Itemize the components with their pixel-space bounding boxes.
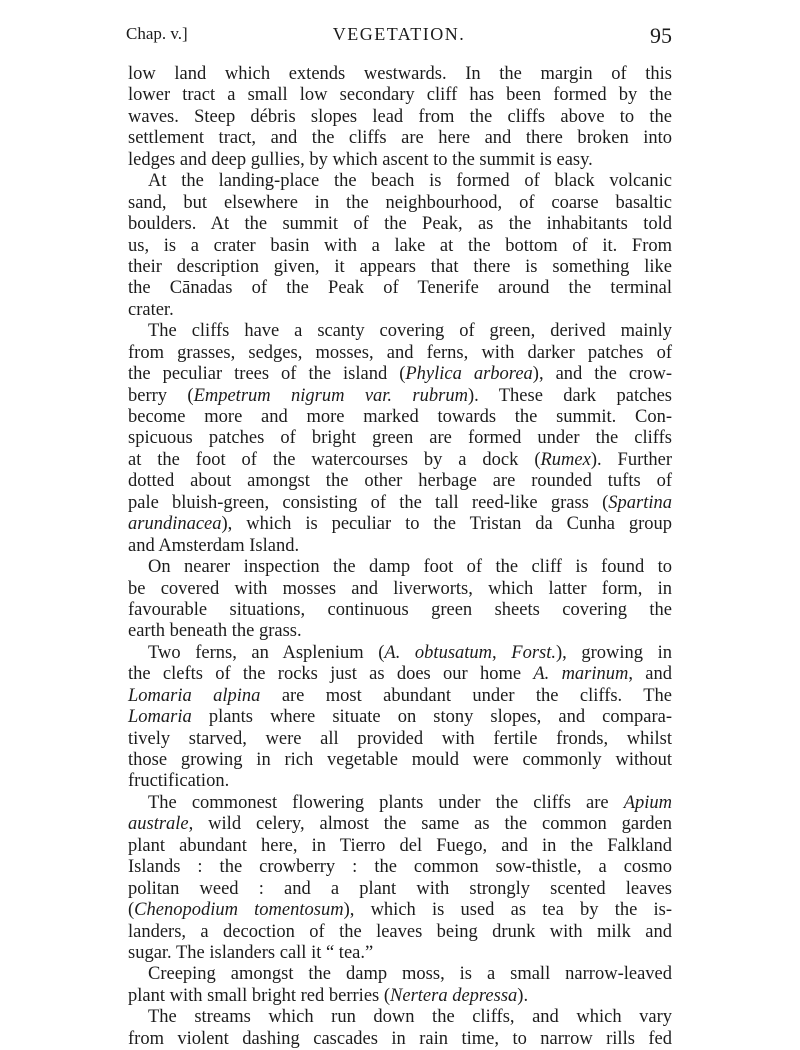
text-line: waves. Steep débris slopes lead from the cliffs above to the (128, 106, 672, 127)
text-line (128, 643, 672, 664)
text-line: become more and more marked towards the summit. Con- (128, 407, 672, 427)
text-line (128, 900, 672, 921)
text-line: Creeping amongst the damp moss, is a small narrow-leaved (148, 964, 672, 985)
text-line (128, 514, 672, 535)
text-segment: plant with small bright red berries ( (128, 985, 391, 1006)
italic-term: Apium (623, 792, 672, 813)
italic-term: Spartina (608, 492, 672, 513)
italic-term: Chenopodium tomentosum (134, 900, 344, 921)
text-segment: pale bluish-green, consisting of the tall reed-like grass ( (128, 492, 609, 513)
text-line (128, 814, 672, 835)
text-line (128, 450, 672, 471)
text-line (128, 364, 672, 385)
text-line: The cliffs have a scanty covering of green, derived mainly (148, 321, 672, 342)
running-title: VEGETATION. (332, 24, 466, 44)
italic-term: Lomaria alpina (128, 685, 261, 706)
text-line: those growing in rich vegetable mould were commonly without (128, 750, 672, 770)
text-segment: , and (628, 664, 672, 685)
text-line: landers, a decoction of the leaves being drunk with milk and (128, 921, 672, 942)
text-line: sand, but elsewhere in the neighbourhood, of coarse basaltic (128, 192, 672, 213)
text-segment: ( (128, 900, 135, 921)
text-segment: ), which is peculiar to the Tristan da Cunha group (221, 514, 672, 535)
text-segment: ), growing in (555, 642, 673, 663)
text-segment: Two ferns, an Asplenium ( (148, 642, 385, 663)
text-segment: plants where situate on stony slopes, and compara- (191, 707, 672, 728)
text-segment: at the foot of the watercourses by a dock ( (128, 449, 541, 470)
text-line: from violent dashing cascades in rain time, to narrow rills fed (128, 1028, 672, 1049)
text-line: settlement tract, and the cliffs are here and there broken into (128, 128, 672, 149)
text-line: dotted about amongst the other herbage are rounded tufts of (128, 471, 672, 492)
text-segment: are most abundant under the cliffs. The (260, 685, 672, 706)
running-header (126, 18, 672, 48)
text-segment: berry ( (128, 385, 194, 406)
text-segment: ). Further (590, 449, 672, 470)
text-segment: , (492, 642, 512, 663)
text-line (128, 686, 672, 707)
text-line: low land which extends westwards. In the margin of this (128, 64, 672, 84)
text-line: crater. (128, 299, 174, 320)
text-line (128, 386, 672, 407)
text-line: fructification. (128, 771, 230, 792)
text-line: tively starved, were all provided with fertile fronds, whilst (128, 728, 672, 749)
text-line: politan weed : and a plant with strongly scented leaves (128, 878, 672, 899)
text-line: be covered with mosses and liverworts, which latter form, in (128, 578, 672, 599)
text-segment: ), and the crow- (532, 364, 672, 385)
text-line: earth beneath the grass. (128, 621, 302, 642)
chapter-label: Chap. v.] (126, 24, 188, 43)
text-line: plant abundant here, in Tierro del Fuego, and in the Falkland (128, 835, 672, 856)
text-line: the Cānadas of the Peak of Tenerife around the terminal (128, 278, 672, 299)
italic-term: Nertera depressa (390, 985, 518, 1006)
body-text (128, 64, 672, 1050)
text-line (128, 707, 672, 728)
text-line: At the landing-place the beach is formed of black volcanic (148, 171, 672, 192)
italic-term: A. marinum (533, 664, 629, 685)
italic-term: A. obtusatum (384, 642, 493, 663)
text-line: and Amsterdam Island. (128, 535, 300, 556)
text-line: their description given, it appears that there is something like (128, 256, 672, 277)
text-line (128, 793, 672, 814)
italic-term: australe (128, 814, 189, 835)
text-segment: ). (517, 985, 529, 1006)
text-segment: the peculiar trees of the island ( (128, 364, 406, 385)
text-line: us, is a crater basin with a lake at the bottom of it. From (128, 235, 672, 256)
text-segment: the clefts of the rocks just as does our home (128, 664, 534, 685)
italic-term: Forst. (511, 642, 556, 663)
text-segment: The commonest flowering plants under the cliffs are (148, 792, 624, 813)
text-line: favourable situations, continuous green sheets covering the (128, 599, 672, 620)
italic-term: Phylica arborea (405, 364, 533, 385)
text-line: boulders. At the summit of the Peak, as the inhabitants told (128, 214, 672, 235)
text-segment: ). These dark patches (467, 385, 673, 406)
page-number: 95 (650, 23, 672, 48)
text-line: On nearer inspection the damp foot of the cliff is found to (148, 557, 672, 578)
text-line: lower tract a small low secondary cliff has been formed by the (128, 85, 672, 106)
text-line (128, 493, 672, 514)
text-line (128, 664, 672, 685)
text-segment: , wild celery, almost the same as the common garden (188, 814, 672, 835)
text-line: ledges and deep gullies, by which ascent to the summit is easy. (128, 149, 593, 170)
text-segment: ), which is used as tea by the is- (343, 900, 672, 921)
text-line: The streams which run down the cliffs, and which vary (148, 1007, 672, 1028)
italic-term: Lomaria (128, 707, 192, 728)
text-line: sugar. The islanders call it “ tea.” (128, 942, 374, 963)
italic-term: arundinacea (128, 514, 222, 535)
text-line (128, 986, 672, 1007)
italic-term: Rumex (540, 449, 591, 470)
italic-term: Empetrum nigrum var. rubrum (193, 385, 468, 406)
text-line: spicuous patches of bright green are formed under the cliffs (128, 428, 672, 449)
text-line: Islands : the crowberry : the common sow-thistle, a cosmo (128, 857, 672, 878)
text-line: from grasses, sedges, mosses, and ferns, with darker patches of (128, 342, 672, 363)
